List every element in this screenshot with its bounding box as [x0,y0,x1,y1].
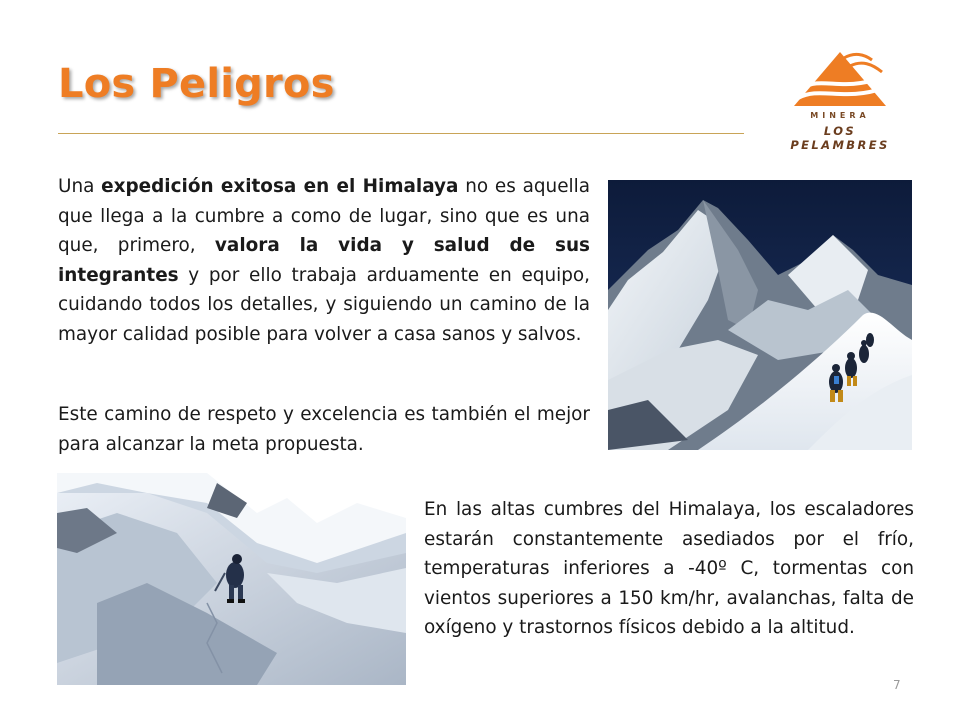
intro-paragraph [58,172,590,350]
conclusion-paragraph: Este camino de respeto y excelencia es también el mejor para alcanzar la meta propuesta. [58,404,590,455]
logo-mark-icon [792,48,888,110]
dangers-paragraph: En las altas cumbres del Himalaya, los escaladores estarán constantemente asediados por el frío, temperaturas inferiores a -40º C, tormentas con vientos superiores a 150 km/hr, avalanchas, falta de oxígeno y trastornos físicos debido a la altitud. [424,499,914,639]
logo-text-minera: MINERA [810,111,870,120]
page-number: 7 [893,678,901,692]
intro-text-3: y por ello trabaja arduamente en equipo, cuidando todos los detalles, y siguiendo un camino de la mayor calidad posible para volver a casa sanos y salvos. [58,264,590,345]
intro-text-1: Una [58,176,102,197]
title-divider [58,133,744,134]
intro-text-2: no es aquella que llega a la cumbre a como de lugar, sino que es una que, primero, [58,176,591,257]
company-logo [772,48,908,152]
mountain-ridge-photo [608,180,912,450]
slide-title: Los Peligros [58,61,335,107]
intro-bold-1: expedición exitosa en el Himalaya [101,176,459,197]
logo-text-name: LOS PELAMBRES [790,124,890,152]
snow-slope-photo [57,473,406,685]
intro-bold-2: valora la vida y salud de sus integrantes [58,235,590,286]
